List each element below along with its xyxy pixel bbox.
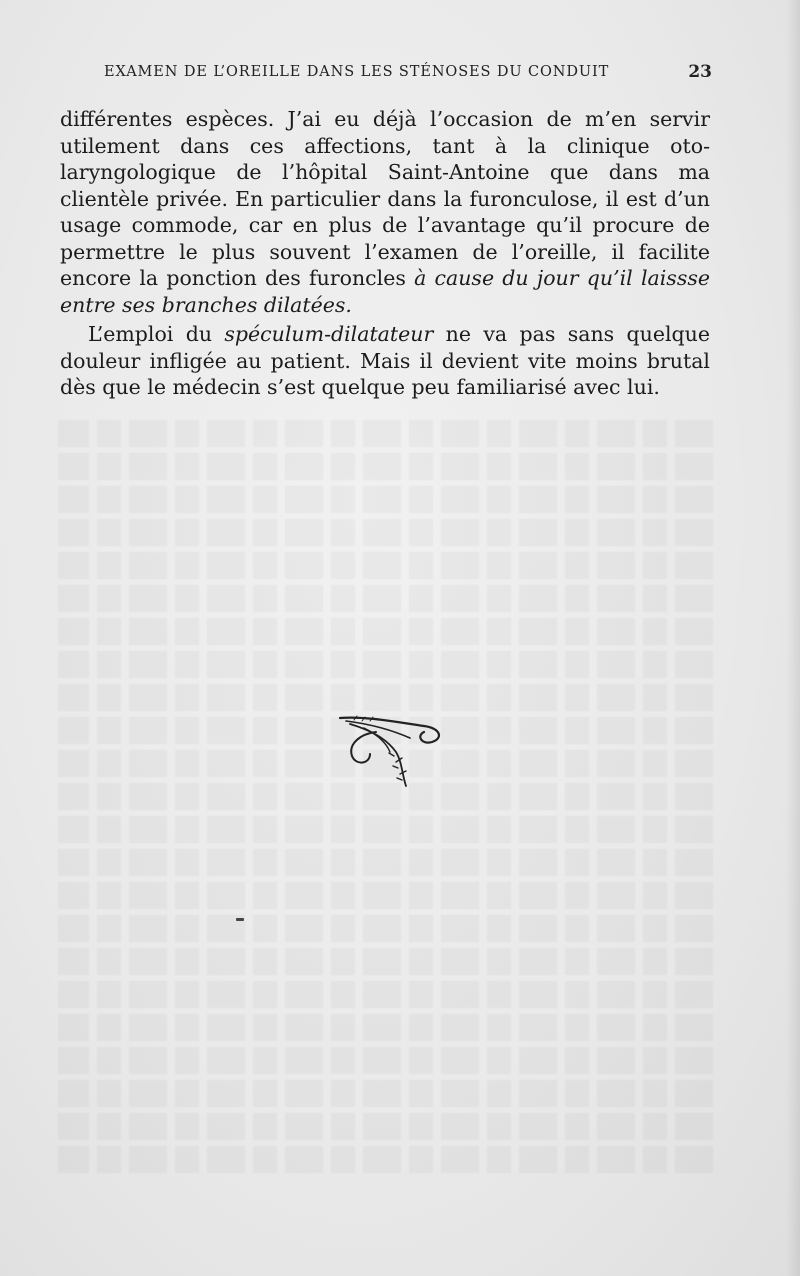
running-title: EXAMEN DE L’OREILLE DANS LES STÉNOSES DU CONDUIT [104,64,610,80]
paragraph-2-start: L’emploi du [88,322,225,346]
paragraph-1 [60,106,710,318]
running-head [104,62,712,86]
bleed-through-text [58,420,713,1220]
paragraph-2 [60,321,710,401]
paragraph-1-italic: à cause du jour qu’il laissse entre ses branches dilatées. [60,266,710,317]
page-number: 23 [688,62,712,82]
paragraph-2-end: ne va pas sans quelque douleur infligée au patient. Mais il devient vite moins brutal dès que le médecin s’est quelque peu familiarisé avec lui. [60,322,710,399]
paragraph-2-italic: spéculum-dilatateur [224,322,434,346]
fleuron-flourish-icon [336,712,448,790]
ink-speck [236,918,244,921]
body-text [60,106,710,401]
page-edge-shadow [786,0,800,1276]
paragraph-1-text: différentes espèces. J’ai eu déjà l’occasion de m’en servir utilement dans ces affections, tant à la clinique oto-laryngologique de l’hôpital Saint-Antoine que dans ma clientèle privée. En particulier dans la furonculose, il est d’un usage commode, car en plus de l’avantage qu’il procure de permettre le plus souvent l’examen de l’oreille, il facilite encore la ponction des furoncles [60,107,710,290]
